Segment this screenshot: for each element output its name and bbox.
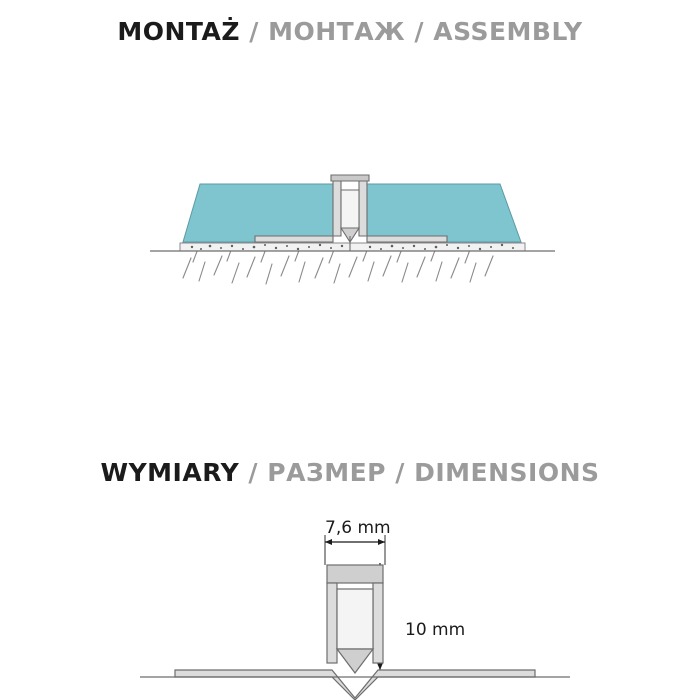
assembly-separator-2: / <box>414 17 425 46</box>
tile-left <box>183 184 333 242</box>
tile-right <box>367 184 521 242</box>
dimensions-space-4 <box>405 458 414 487</box>
assembly-diagram <box>0 150 700 320</box>
dimensions-title-pl: WYMIARY <box>100 458 240 487</box>
dimensions-space-2 <box>258 458 267 487</box>
height-dimension-label: 10 mm <box>405 620 466 640</box>
dimensions-title-ru: РАЗМЕР <box>267 458 386 487</box>
profile-cross-section <box>327 565 383 673</box>
profile-base-wings <box>175 670 535 700</box>
assembly-heading <box>0 17 700 46</box>
assembly-space-3 <box>424 17 433 46</box>
dimensions-title-en: DIMENSIONS <box>414 458 600 487</box>
adhesive-layer <box>180 243 525 251</box>
assembly-separator-1: / <box>249 17 259 46</box>
assembly-sep-1 <box>240 17 249 46</box>
dimensions-space-3 <box>386 458 395 487</box>
dimensions-heading <box>0 458 700 487</box>
assembly-title-pl: MONTAŻ <box>117 17 241 46</box>
assembly-title-en: ASSEMBLY <box>433 17 583 46</box>
assembly-space-2 <box>405 17 414 46</box>
dimensions-separator-2: / <box>395 458 405 487</box>
dimensions-separator-1: / <box>248 458 259 487</box>
assembly-title-ru: МОНТАЖ <box>268 17 406 46</box>
assembly-space-1 <box>259 17 268 46</box>
width-dimension-label: 7,6 mm <box>325 518 391 538</box>
width-dimension-line <box>325 535 385 565</box>
